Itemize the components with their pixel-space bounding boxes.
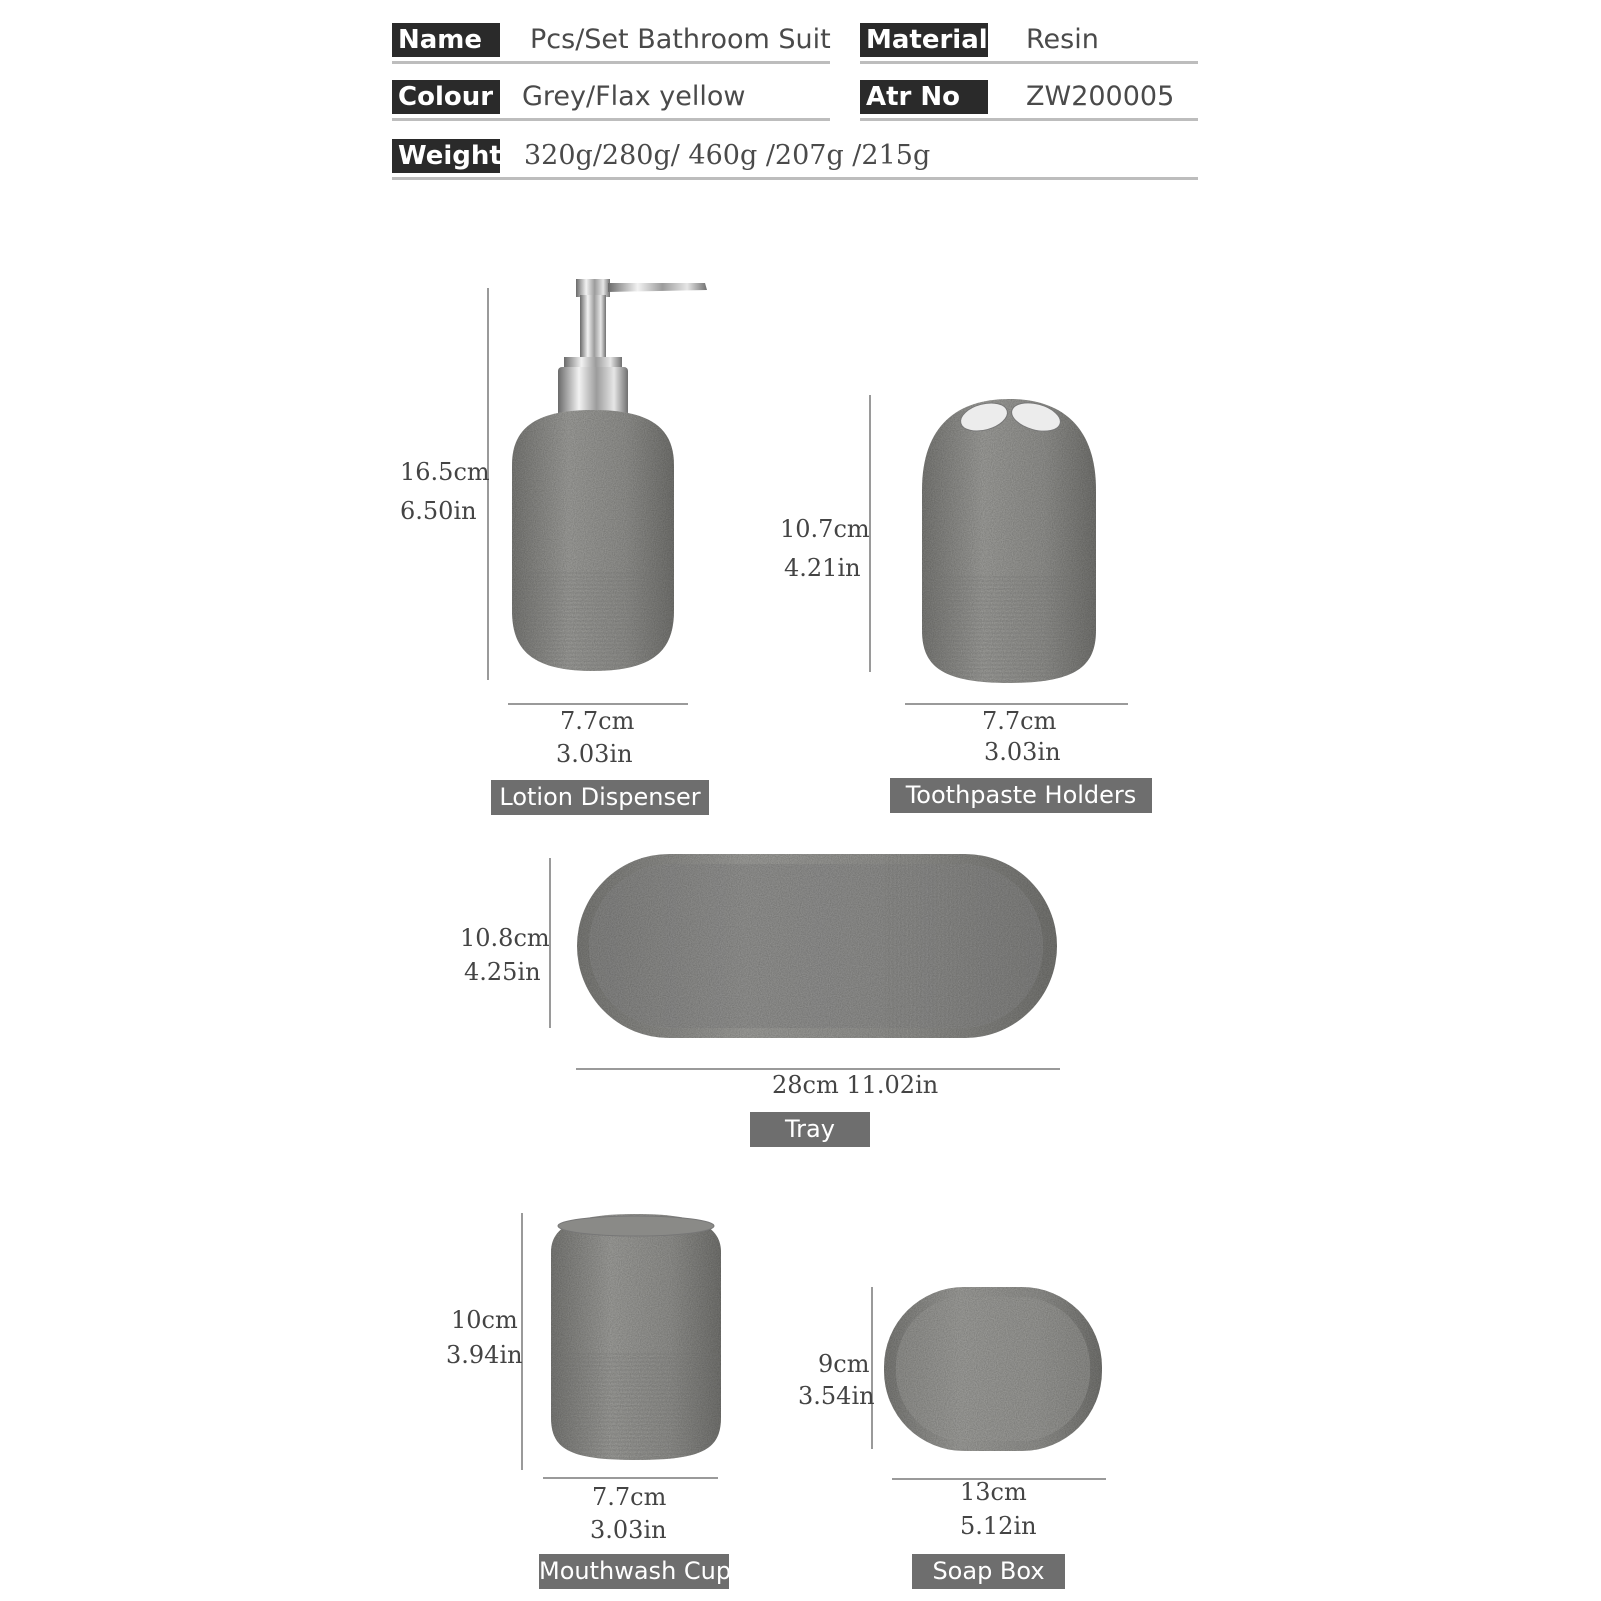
width-line [543, 1477, 718, 1479]
soap-box-image [882, 1285, 1104, 1455]
divider [392, 118, 830, 121]
product-name-tag: Soap Box [912, 1554, 1065, 1589]
height-cm: 10.8cm [460, 924, 550, 952]
material-value: Resin [1026, 24, 1099, 55]
name-label: Name [392, 23, 500, 57]
width-in: 5.12in [960, 1512, 1037, 1540]
divider [860, 118, 1198, 121]
divider [392, 177, 1198, 180]
height-line [871, 1287, 873, 1449]
lotion-dispenser-image [500, 275, 715, 675]
width-in: 3.03in [556, 740, 633, 768]
height-in: 3.94in [446, 1341, 523, 1369]
mouthwash-cup-image [545, 1212, 727, 1462]
weight-value: 320g/280g/ 460g /207g /215g [524, 140, 931, 171]
width-in: 3.03in [984, 738, 1061, 766]
product-name-tag: Mouthwash Cup [539, 1554, 729, 1589]
colour-value: Grey/Flax yellow [522, 81, 746, 112]
width-line [905, 703, 1128, 705]
material-label: Material [860, 23, 988, 57]
height-in: 3.54in [798, 1382, 875, 1410]
width-cm-text: 7.7cm [560, 707, 635, 735]
width-cm: 7.7cm [592, 1483, 667, 1511]
atr-no-value: ZW200005 [1026, 81, 1175, 112]
height-in: 4.21in [784, 554, 861, 582]
product-name-tag: Tray [750, 1112, 870, 1147]
height-cm: 10cm [451, 1306, 518, 1334]
weight-label: Weight [392, 139, 500, 173]
atr-no-label: Atr No [860, 80, 988, 114]
width-cm: 7.7cm [982, 707, 1057, 735]
width-label: 28cm 11.02in [772, 1071, 939, 1099]
width-line [508, 703, 688, 705]
height-cm: 10.7cm [780, 515, 870, 543]
height-in: 4.25in [464, 958, 541, 986]
width-cm: 13cm [960, 1478, 1027, 1506]
height-cm: 16.5cm [400, 458, 490, 486]
product-name-tag: Toothpaste Holders [890, 778, 1152, 813]
tray-image [575, 852, 1060, 1042]
colour-label: Colour [392, 80, 500, 114]
width-in: 3.03in [590, 1516, 667, 1544]
toothpaste-holder-image [918, 395, 1100, 685]
divider [860, 61, 1198, 64]
product-name-tag: Lotion Dispenser [491, 780, 709, 815]
divider [392, 61, 830, 64]
height-in: 6.50in [400, 497, 477, 525]
height-cm: 9cm [818, 1350, 870, 1378]
name-value: Pcs/Set Bathroom Suit [530, 24, 831, 55]
